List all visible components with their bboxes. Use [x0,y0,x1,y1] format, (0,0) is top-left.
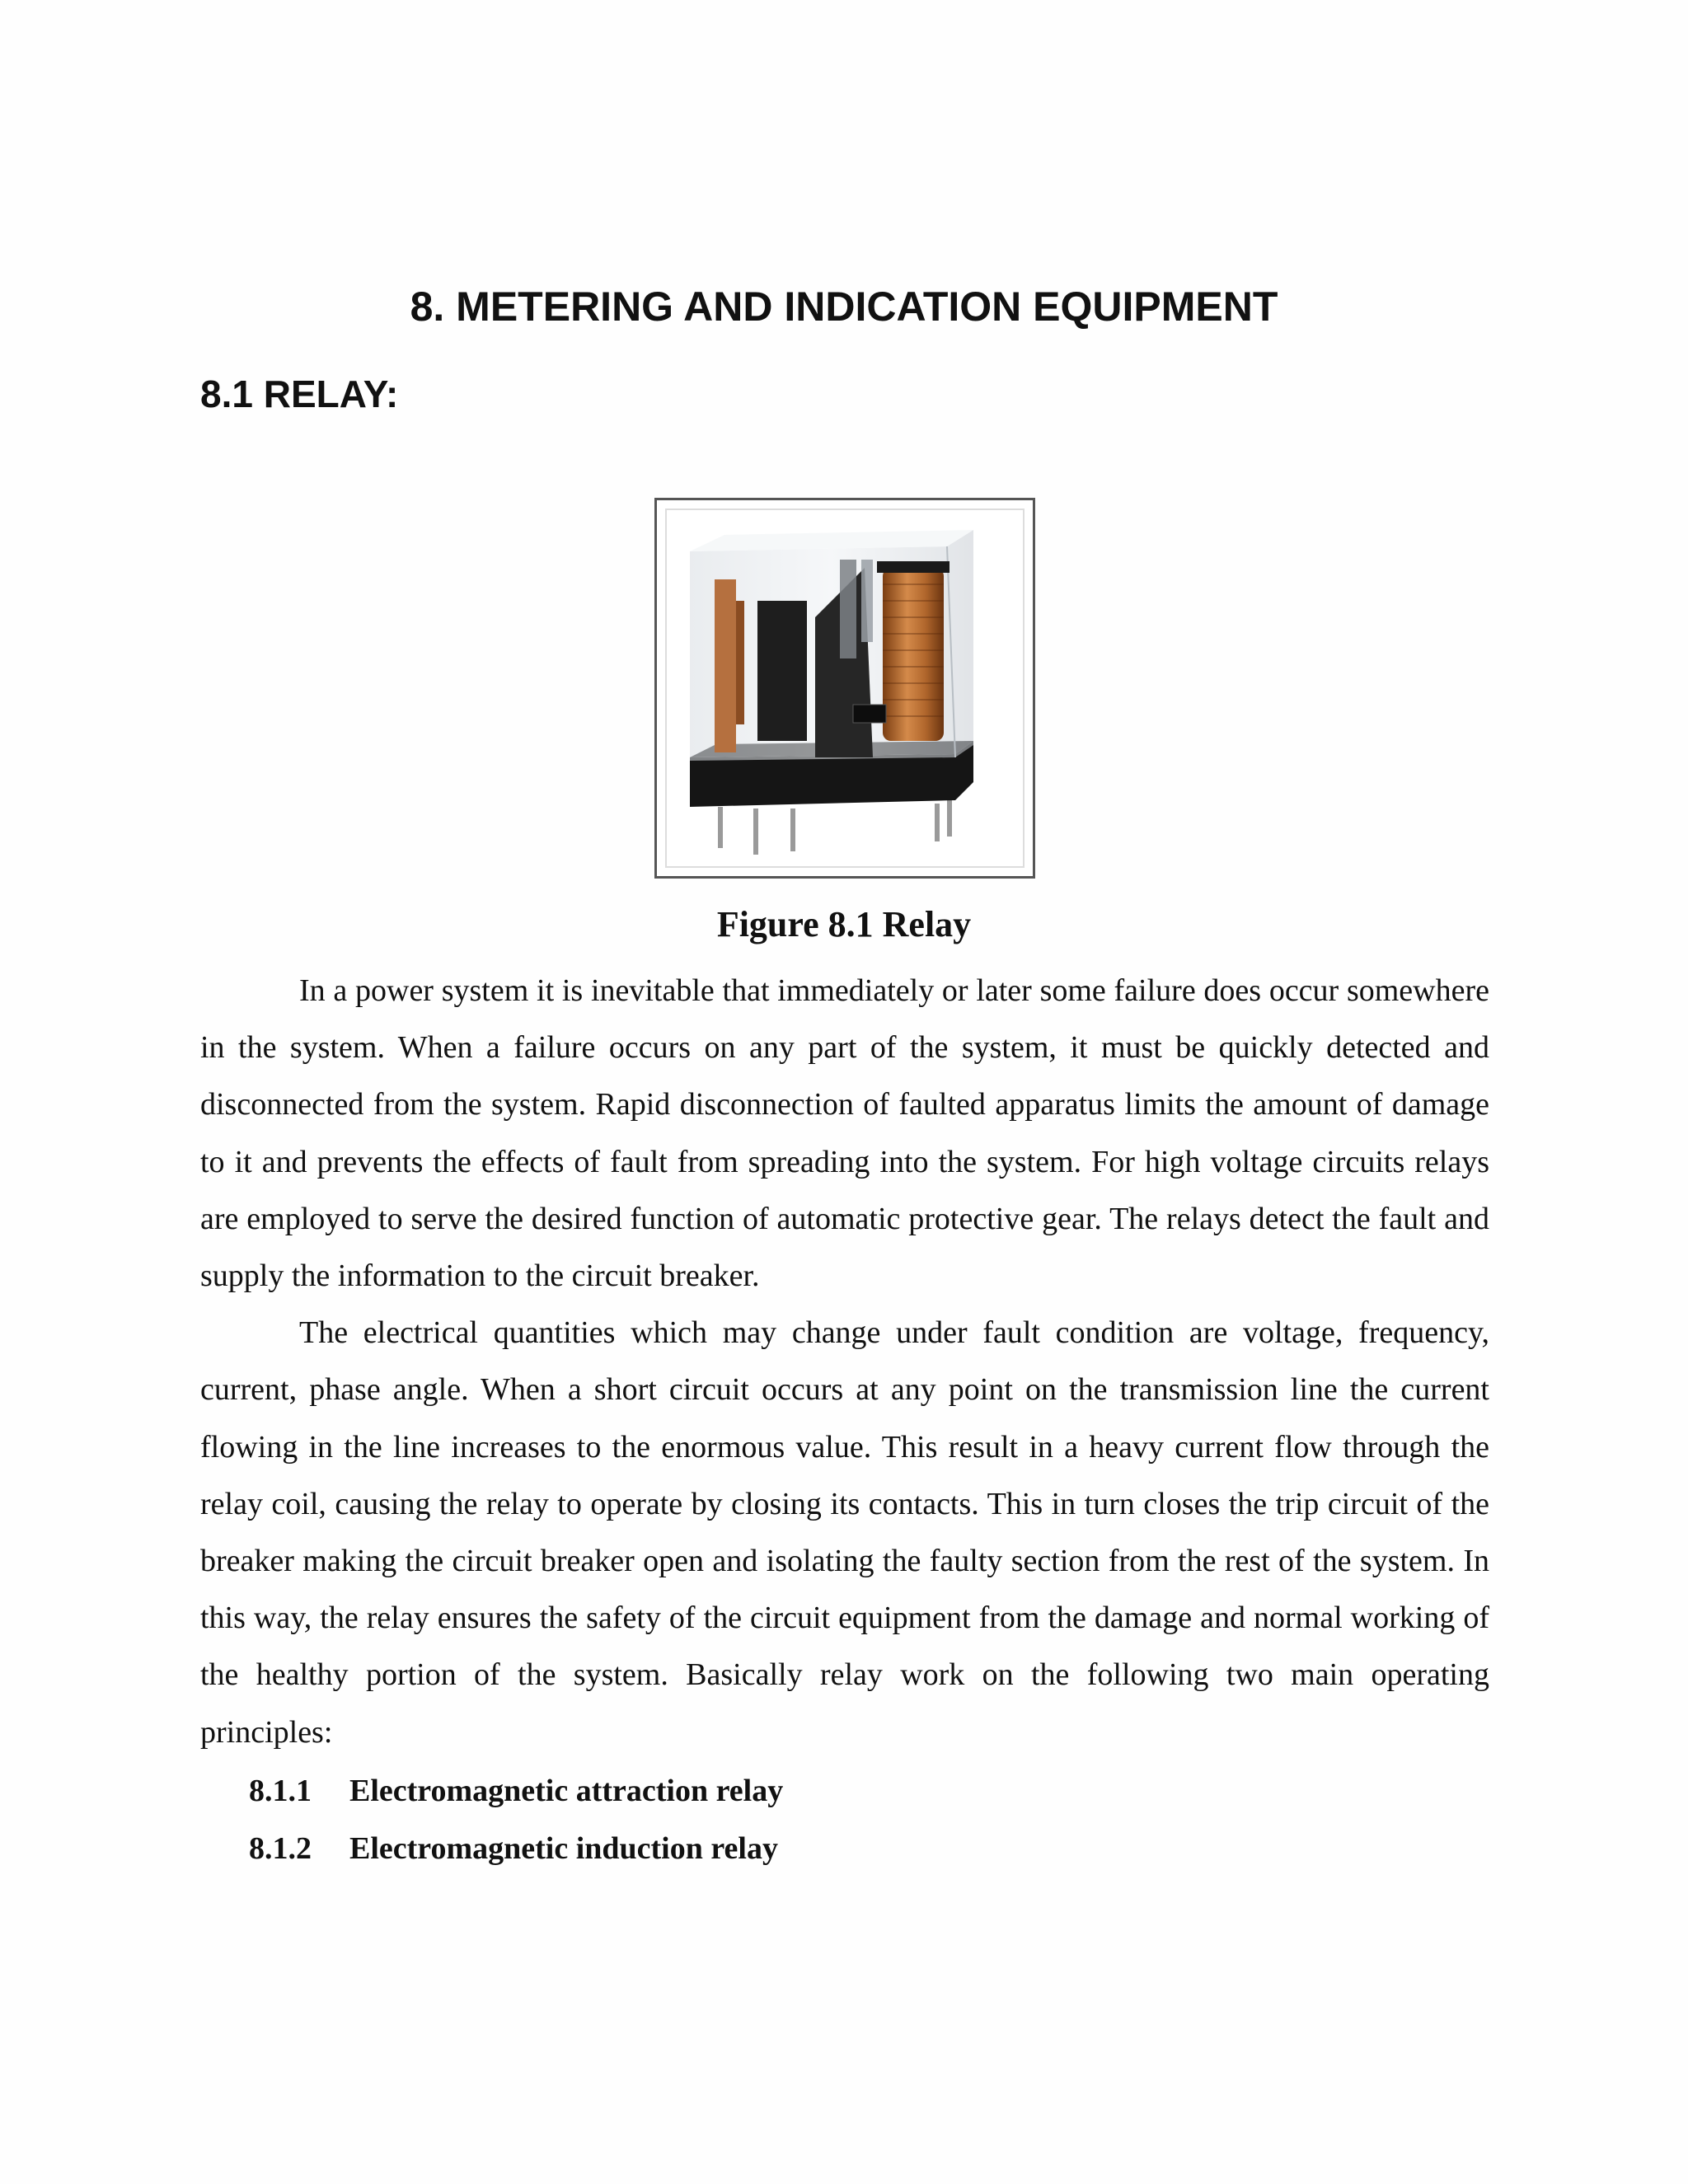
relay-pin [935,804,940,841]
relay-pin [947,800,952,837]
chapter-title: 8. METERING AND INDICATION EQUIPMENT [410,284,1278,330]
figure-caption: Figure 8.1 Relay [716,904,972,944]
paragraph: In a power system it is inevitable that immediately or later some failure does occur somewhere in the system. When a failure occurs on any part of the system, it must be quickly detected and disconnected from the system. Rapid disconnection of faulted apparatus limits the amount of damage to it and prevents the effects of fault from spreading into the system. For high voltage circuits relays are employed to serve the desired function of automatic protective gear. The relays detect the fault and supply the information to the circuit breaker. [200,973,1489,1294]
subsection-list [249,1762,783,1877]
relay-illustration [667,510,1028,871]
body-text [200,963,1489,1761]
subsection-item [249,1820,783,1877]
relay-contact [715,579,736,752]
subsection-number: 8.1.2 [249,1831,312,1866]
paragraph: The electrical quantities which may change under fault condition are voltage, frequency, current, phase angle. When a short circuit occurs at any point on the transmission line the current flowing in the line increases to the enormous value. This result in a heavy current flow through the relay coil, causing the relay to operate by closing its contacts. This in turn closes the trip circuit of the breaker making the circuit breaker open and isolating the faulty section from the rest of the system. In this way, the relay ensures the safety of the circuit equipment from the damage and normal working of the healthy portion of the system. Basically relay work on the following two main operating principles: [200,1315,1489,1750]
relay-figure [654,498,1035,879]
relay-pin [790,808,795,851]
subsection-title: Electromagnetic attraction relay [349,1774,784,1808]
relay-pin [718,807,723,848]
relay-armature [757,601,807,741]
relay-pin [753,808,758,855]
section-title: 8.1 RELAY: [200,373,399,415]
subsection-item [249,1762,783,1820]
subsection-number: 8.1.1 [249,1774,312,1808]
subsection-title: Electromagnetic induction relay [349,1831,778,1866]
relay-image [665,509,1025,868]
relay-coil [883,568,944,741]
